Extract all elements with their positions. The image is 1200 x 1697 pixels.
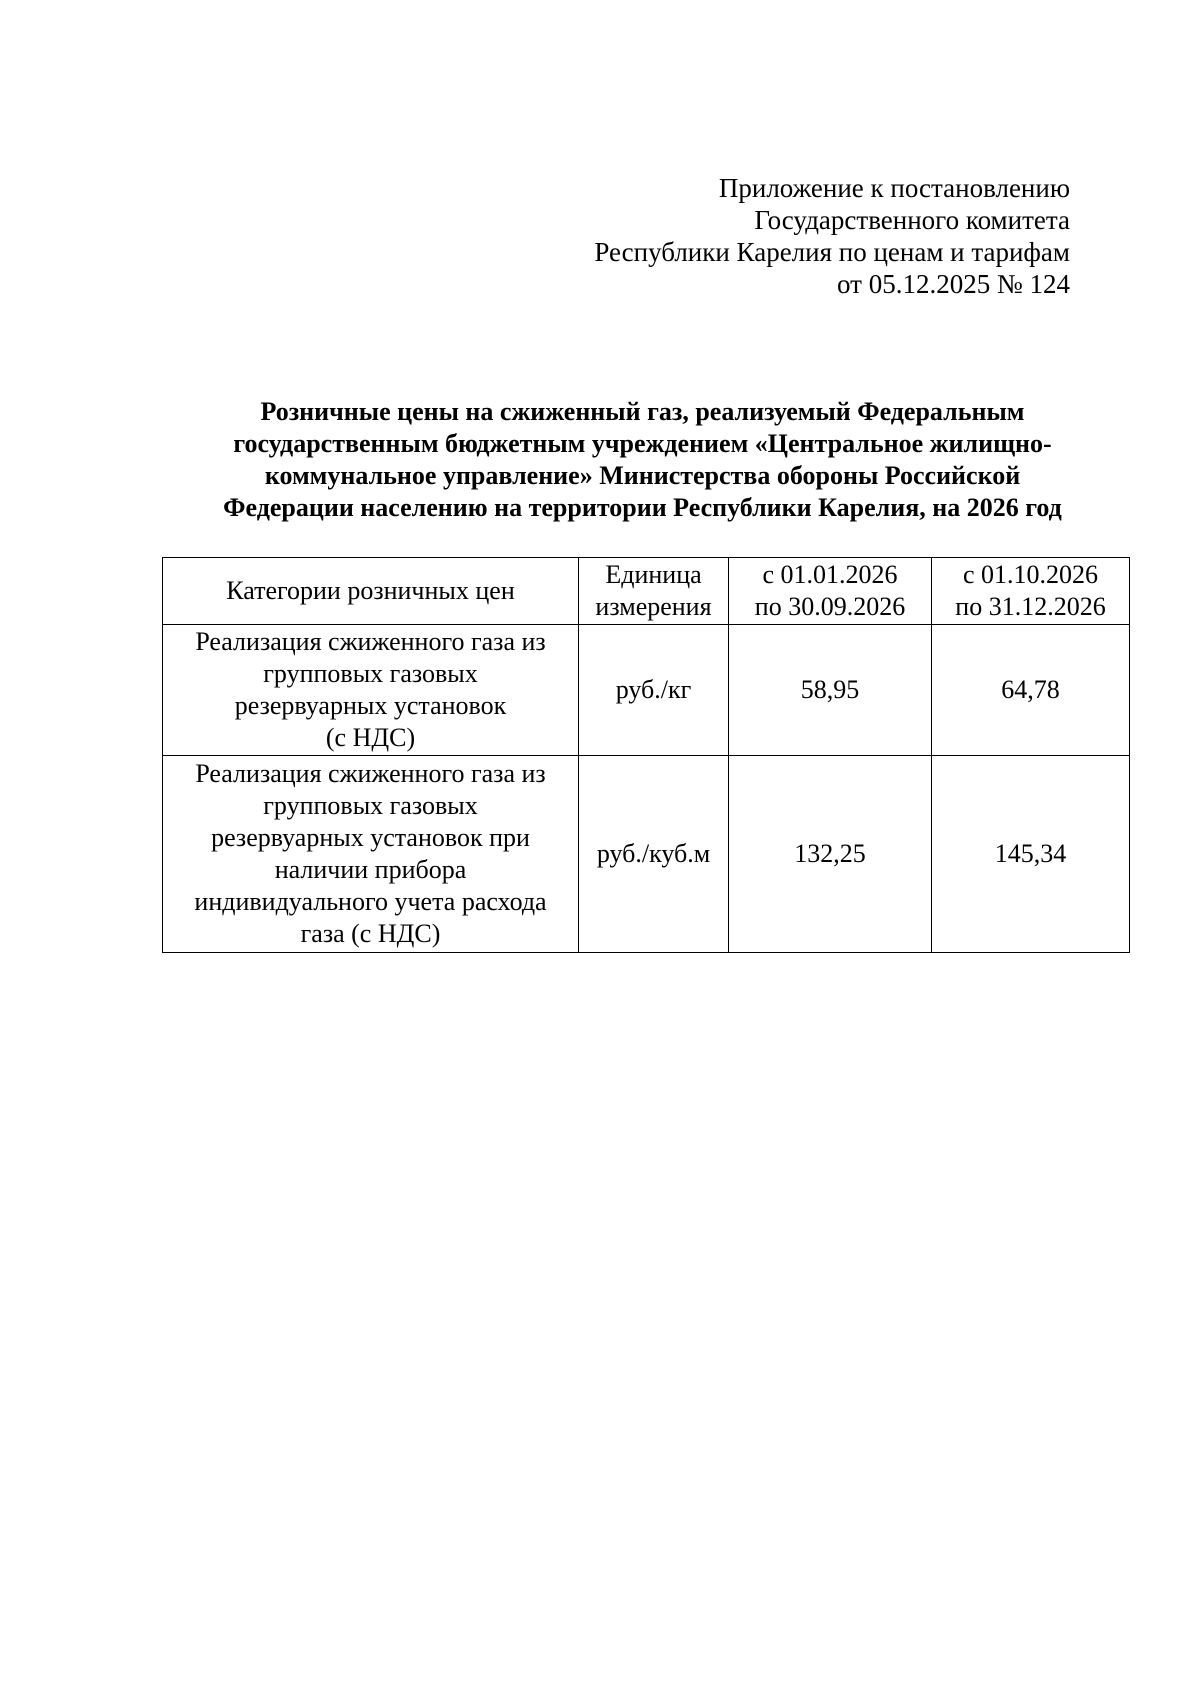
header-category: Категории розничных цен xyxy=(163,558,579,625)
appendix-line: Государственного комитета xyxy=(754,205,1070,235)
header-period-2: с 01.10.2026 по 31.12.2026 xyxy=(932,558,1130,625)
appendix-line: Приложение к постановлению xyxy=(718,173,1070,203)
row-unit: руб./кг xyxy=(579,625,729,756)
row-category: Реализация сжиженного газа из групповых газовых резервуарных установок при наличии прибора индивидуального учета расхода газа (с НДС) xyxy=(163,756,579,953)
row-unit: руб./куб.м xyxy=(579,756,729,953)
title-line: Розничные цены на сжиженный газ, реализуемый Федеральным xyxy=(260,397,1025,426)
table-row xyxy=(163,756,1130,953)
row-price-period-1: 132,25 xyxy=(729,756,932,953)
table-row xyxy=(163,625,1130,756)
header-period-1: с 01.01.2026 по 30.09.2026 xyxy=(729,558,932,625)
row-category: Реализация сжиженного газа из групповых газовых резервуарных установок (с НДС) xyxy=(163,625,579,756)
document-title xyxy=(165,396,1120,524)
row-price-period-2: 145,34 xyxy=(932,756,1130,953)
title-line: Федерации населению на территории Республики Карелия, на 2026 год xyxy=(223,493,1062,522)
row-price-period-2: 64,78 xyxy=(932,625,1130,756)
title-line: государственным бюджетным учреждением «Центральное жилищно- xyxy=(233,429,1052,458)
appendix-line: Республики Карелия по ценам и тарифам xyxy=(594,237,1070,267)
header-unit: Единица измерения xyxy=(579,558,729,625)
price-table xyxy=(162,557,1130,953)
appendix-reference xyxy=(594,172,1070,300)
row-price-period-1: 58,95 xyxy=(729,625,932,756)
table-header-row xyxy=(163,558,1130,625)
title-line: коммунальное управление» Министерства обороны Российской xyxy=(264,461,1021,490)
appendix-line: от 05.12.2025 № 124 xyxy=(837,269,1070,299)
